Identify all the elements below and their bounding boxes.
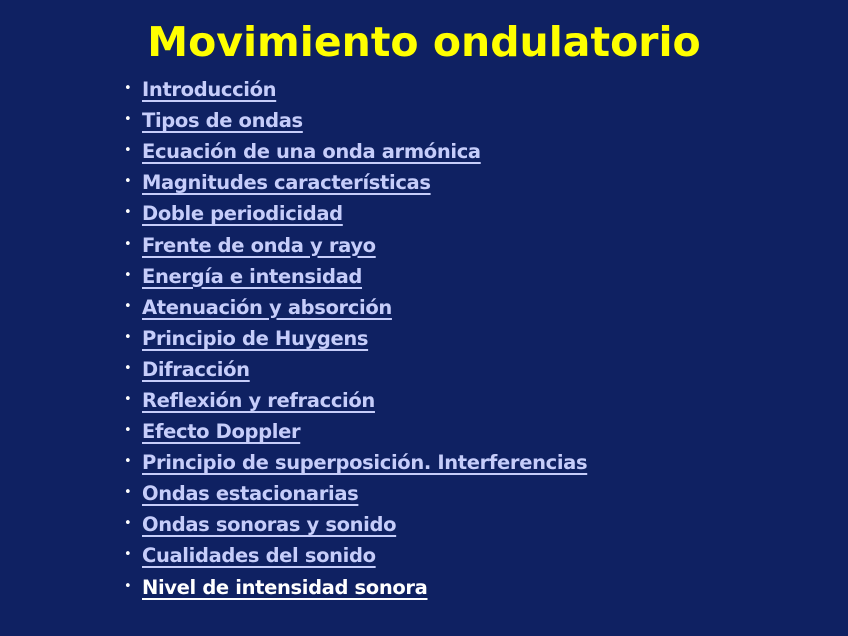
bullet-icon: •: [124, 174, 132, 190]
list-item: [124, 229, 587, 260]
bullet-icon: •: [124, 578, 132, 594]
toc-link[interactable]: Principio de Huygens: [142, 326, 369, 350]
bullet-icon: •: [124, 423, 132, 439]
list-item: [124, 136, 587, 167]
bullet-icon: •: [124, 81, 132, 97]
list-item: [124, 105, 587, 136]
toc-link[interactable]: Principio de superposición. Interferencias: [142, 451, 588, 475]
bullet-icon: •: [124, 298, 132, 314]
toc-link[interactable]: Difracción: [142, 357, 250, 381]
bullet-icon: •: [124, 485, 132, 501]
list-item: [124, 354, 587, 385]
bullet-icon: •: [124, 516, 132, 532]
list-item: [124, 509, 587, 540]
list-item: [124, 198, 587, 229]
toc-link-current[interactable]: Nivel de intensidad sonora: [142, 575, 428, 599]
toc-link[interactable]: Efecto Doppler: [142, 420, 301, 444]
list-item: [124, 447, 587, 478]
list-item: [124, 572, 587, 603]
bullet-icon: •: [124, 267, 132, 283]
list-item: [124, 385, 587, 416]
list-item: [124, 478, 587, 509]
bullet-icon: •: [124, 547, 132, 563]
list-item: [124, 167, 587, 198]
toc-link[interactable]: Ondas estacionarias: [142, 482, 359, 506]
bullet-icon: •: [124, 205, 132, 221]
bullet-icon: •: [124, 391, 132, 407]
list-item: [124, 416, 587, 447]
slide-title: Movimiento ondulatorio: [147, 18, 701, 66]
list-item: [124, 261, 587, 292]
toc-link[interactable]: Tipos de ondas: [142, 109, 303, 133]
toc-link[interactable]: Energía e intensidad: [142, 264, 363, 288]
bullet-icon: •: [124, 236, 132, 252]
toc-link[interactable]: Ondas sonoras y sonido: [142, 513, 397, 537]
toc-link[interactable]: Frente de onda y rayo: [142, 233, 376, 257]
list-item: [124, 323, 587, 354]
bullet-icon: •: [124, 143, 132, 159]
toc-link[interactable]: Magnitudes características: [142, 171, 431, 195]
toc-link[interactable]: Ecuación de una onda armónica: [142, 140, 481, 164]
bullet-icon: •: [124, 329, 132, 345]
bullet-icon: •: [124, 112, 132, 128]
bullet-icon: •: [124, 454, 132, 470]
table-of-contents: [124, 74, 587, 603]
toc-link[interactable]: Reflexión y refracción: [142, 388, 375, 412]
list-item: [124, 292, 587, 323]
toc-link[interactable]: Cualidades del sonido: [142, 544, 376, 568]
list-item: [124, 74, 587, 105]
toc-link[interactable]: Atenuación y absorción: [142, 295, 392, 319]
list-item: [124, 540, 587, 571]
toc-link[interactable]: Doble periodicidad: [142, 202, 343, 226]
toc-link[interactable]: Introducción: [142, 78, 277, 102]
bullet-icon: •: [124, 360, 132, 376]
